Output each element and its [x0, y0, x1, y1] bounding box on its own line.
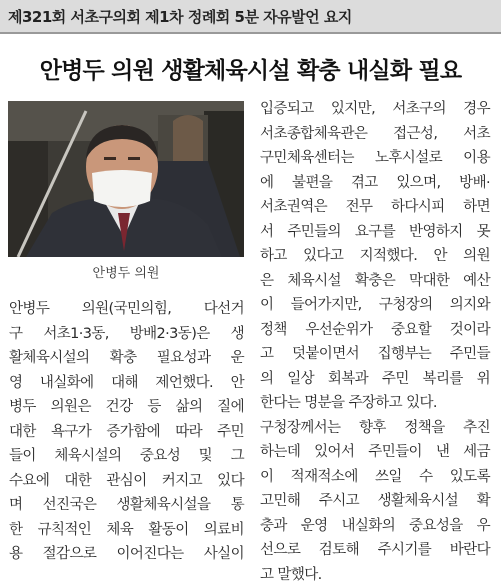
article-line: 며 선진국은 생활체육시설을 통 — [9, 493, 244, 518]
article-line: 하는데 있어서 주민들이 낸 세금 — [260, 440, 490, 465]
article-line: 은 체육시설 확충은 막대한 예산 — [260, 269, 490, 294]
article-line: 영 내실화에 대해 제언했다. 안 — [9, 371, 244, 396]
article-line: 한다는 명분을 주장하고 있다. — [260, 391, 490, 416]
article-line: 이 들어가지만, 구청장의 의지와 — [260, 293, 490, 318]
photo-caption: 안병두 의원 — [8, 262, 244, 281]
article-line: 서초권역은 전무 하다시피 하면 — [260, 195, 490, 220]
portrait-image — [8, 101, 244, 257]
article-line: 의 일상 회복과 주민 복리를 위 — [260, 367, 490, 392]
article-line: 활체육시설의 확충 필요성과 운 — [9, 346, 244, 371]
article-line: 서초종합체육관은 접근성, 서초 — [260, 122, 490, 147]
article-line: 용 절감으로 이어진다는 사실이 — [9, 542, 244, 567]
article-line: 에 불편을 겪고 있으며, 방배· — [260, 171, 490, 196]
article-line: 고 덧붙이면서 집행부는 주민들 — [260, 342, 490, 367]
article-line: 구 서초1·3동, 방배2·3동)은 생 — [9, 322, 244, 347]
article-line: 들이 체육시설의 중요성 및 그 — [9, 444, 244, 469]
header-bar — [0, 0, 501, 34]
article-line: 하고 있다고 지적했다. 안 의원 — [260, 244, 490, 269]
section-header-title: 제321회 서초구의회 제1차 정례회 5분 자유발언 요지 — [8, 6, 352, 27]
article-line: 수요에 대한 관심이 커지고 있다 — [9, 469, 244, 494]
article-line: 정책 우선순위가 중요할 것이라 — [260, 318, 490, 343]
article-line: 안병두 의원(국민의힘, 다선거 — [9, 297, 244, 322]
article-line: 한 규칙적인 체육 활동이 의료비 — [9, 518, 244, 543]
article-line: 선으로 검토해 주시기를 바란다 — [260, 538, 490, 563]
councilor-photo — [8, 101, 244, 257]
article-line: 고 말했다. — [260, 563, 490, 587]
article-line: 충과 운영 내실화의 중요성을 우 — [260, 514, 490, 539]
article-column-right — [260, 97, 490, 587]
article-headline: 안병두 의원 생활체육시설 확충 내실화 필요 — [0, 52, 501, 85]
article-line: 이 적재적소에 쓰일 수 있도록 — [260, 465, 490, 490]
article-line: 구민체육센터는 노후시설로 이용 — [260, 146, 490, 171]
article-line: 고민해 주시고 생활체육시설 확 — [260, 489, 490, 514]
article-line: 대한 욕구가 증가함에 따라 주민 — [9, 420, 244, 445]
article-line: 구청장께서는 향후 정책을 추진 — [260, 416, 490, 441]
article-line: 서 주민들의 요구를 반영하지 못 — [260, 220, 490, 245]
article-line: 병두 의원은 건강 등 삶의 질에 — [9, 395, 244, 420]
article-line: 입증되고 있지만, 서초구의 경우 — [260, 97, 490, 122]
article-column-left — [9, 297, 244, 567]
